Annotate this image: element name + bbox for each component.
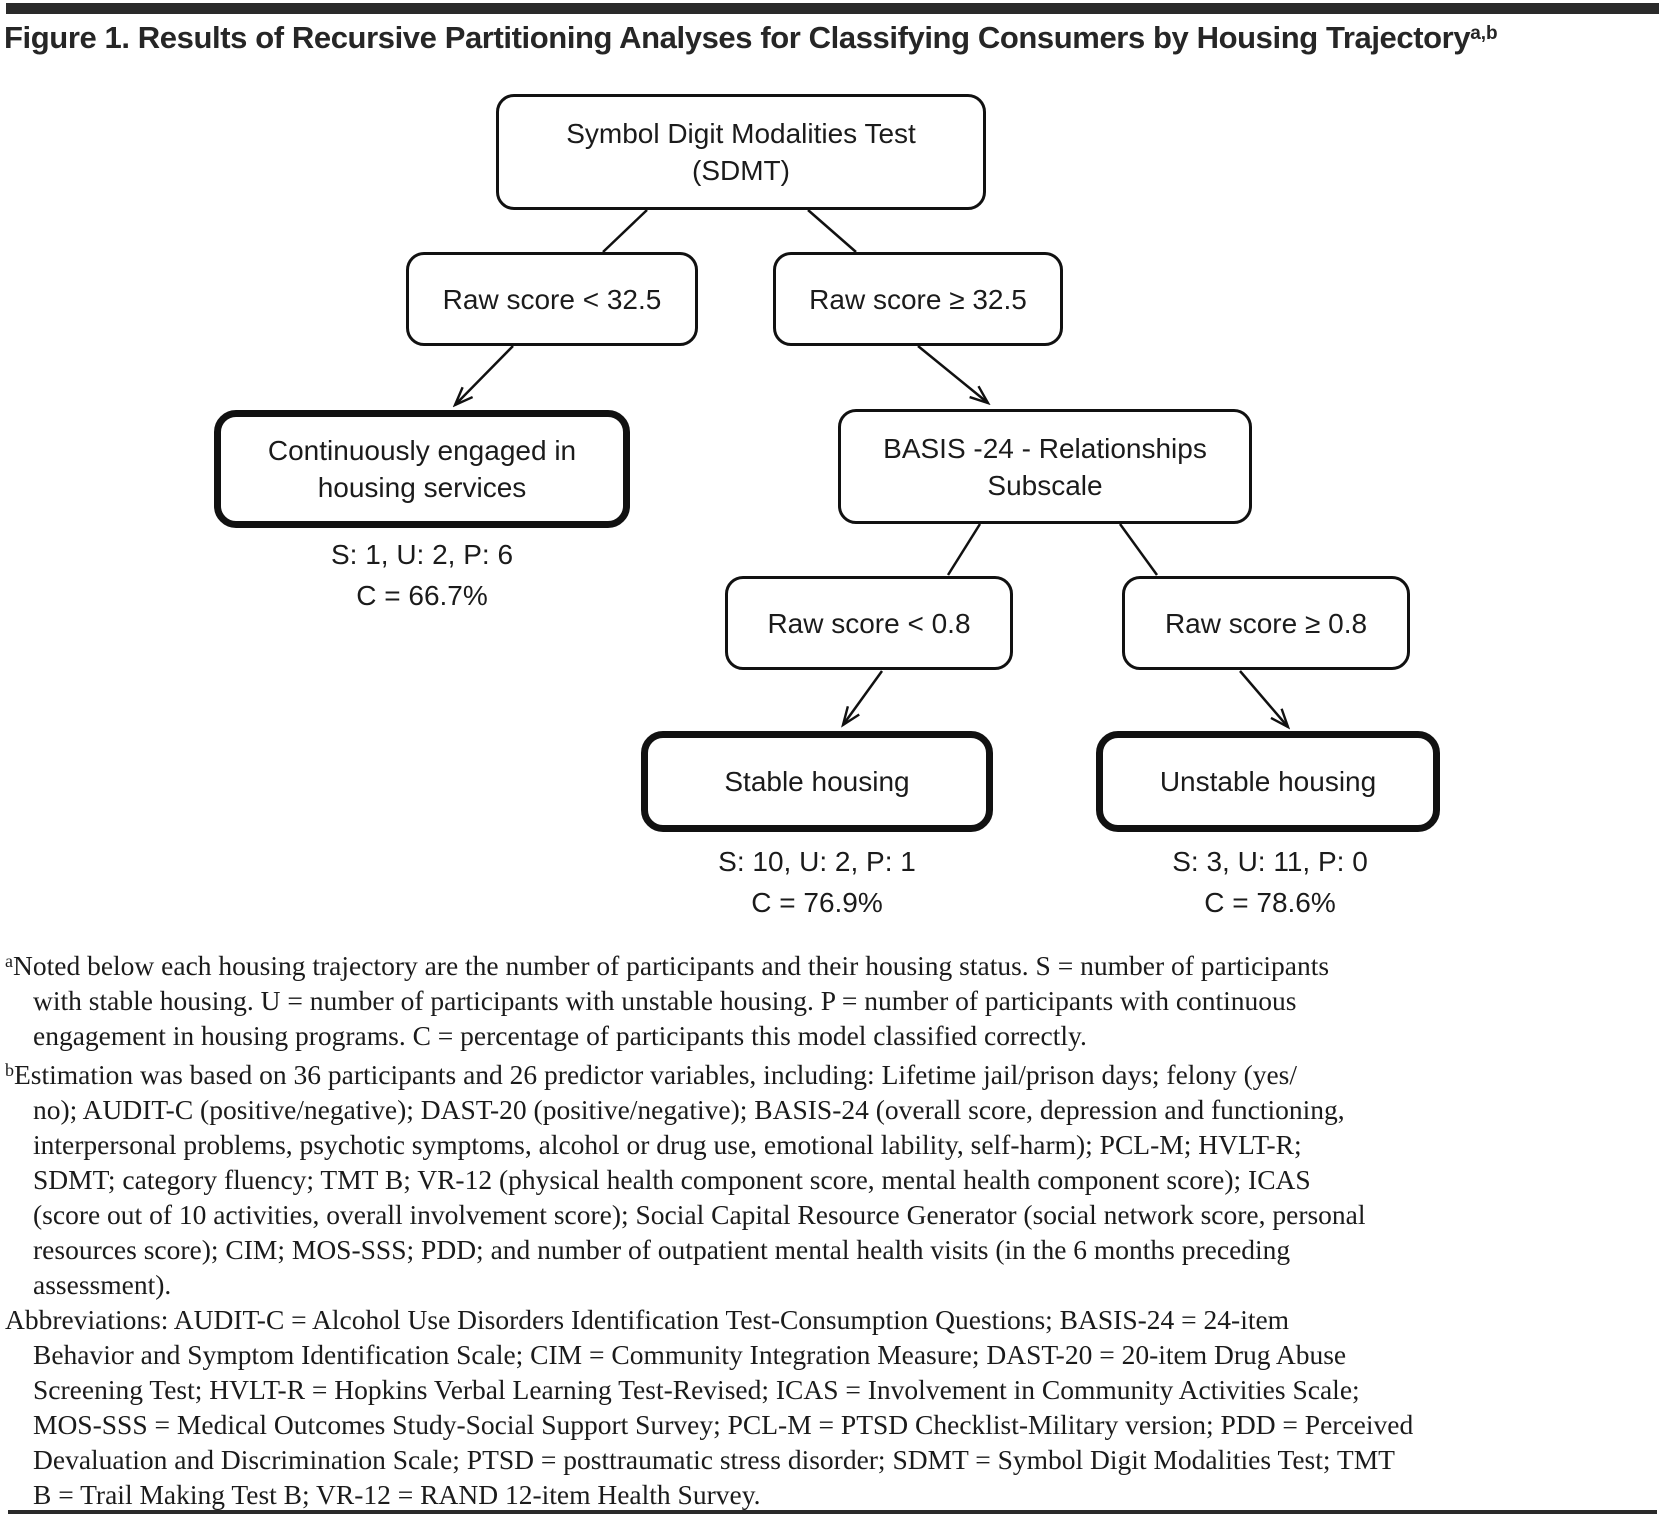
abbreviations-line: B = Trail Making Test B; VR-12 = RAND 12-item Health Survey. <box>33 1479 761 1510</box>
stats-continuous-engagement <box>272 534 572 616</box>
stats-continuous-counts: S: 1, U: 2, P: 6 <box>330 539 514 570</box>
node-leaf-continuous-engagement <box>214 410 630 528</box>
node-split-sdmt-low-label: Raw score < 32.5 <box>442 283 662 315</box>
node-leaf-stable-housing <box>641 731 993 832</box>
footnote-a-line: with stable housing. U = number of participants with unstable housing. P = number of participants with continuous <box>33 985 1297 1016</box>
node-leaf-continuous-line1: Continuously engaged in <box>267 435 577 466</box>
figure-footnotes <box>4 944 1659 1512</box>
node-split-basis-low <box>725 576 1013 670</box>
node-root-line2: (SDMT) <box>692 155 790 186</box>
node-root-sdmt <box>496 94 986 210</box>
node-leaf-unstable-housing <box>1096 731 1440 832</box>
footnote-b-line: interpersonal problems, psychotic symptoms, alcohol or drug use, emotional lability, self-harm); PCL-M; HVLT-R; <box>33 1129 1302 1160</box>
edge-leftsplit-to-stable-arrow <box>843 671 882 725</box>
edge-basis-to-right-split <box>1120 524 1157 575</box>
bottom-rule-bar <box>8 1510 1657 1514</box>
abbreviations-line: Screening Test; HVLT-R = Hopkins Verbal Learning Test-Revised; ICAS = Involvement in Community Activities Scale; <box>33 1374 1360 1405</box>
abbreviations-line: Devaluation and Discrimination Scale; PTSD = posttraumatic stress disorder; SDMT = Symbol Digit Modalities Test; TMT <box>33 1444 1395 1475</box>
node-split-sdmt-high-label: Raw score ≥ 32.5 <box>809 283 1027 315</box>
node-leaf-stable-label: Stable housing <box>724 766 910 797</box>
footnote-b-line: SDMT; category fluency; TMT B; VR-12 (physical health component score, mental health component score); ICAS <box>33 1164 1311 1195</box>
footnote-a-marker: a <box>5 951 13 971</box>
stats-stable-classified: C = 76.9% <box>751 887 883 918</box>
footnote-b-line: assessment). <box>33 1269 172 1300</box>
node-leaf-unstable-label: Unstable housing <box>1159 766 1377 797</box>
stats-stable-counts: S: 10, U: 2, P: 1 <box>718 846 916 877</box>
stats-stable-housing <box>667 841 967 923</box>
footnote-b-marker: b <box>5 1060 14 1080</box>
node-split-basis-high-label: Raw score ≥ 0.8 <box>1164 607 1368 639</box>
edge-rightsplit-to-unstable-arrow <box>1240 671 1288 727</box>
abbreviations-line: Behavior and Symptom Identification Scale; CIM = Community Integration Measure; DAST-20 = 20-item Drug Abuse <box>33 1339 1347 1370</box>
node-split-basis-high <box>1122 576 1410 670</box>
stats-unstable-counts: S: 3, U: 11, P: 0 <box>1172 846 1368 877</box>
figure-title-text: Figure 1. Results of Recursive Partitioning Analyses for Classifying Consumers by Housing Trajectory <box>4 20 1471 55</box>
stats-continuous-classified: C = 66.7% <box>356 580 488 611</box>
edge-rightsplit-to-basis-arrow <box>918 346 988 403</box>
edge-root-to-right-split <box>808 210 856 252</box>
footnote-b-line: no); AUDIT-C (positive/negative); DAST-20 (positive/negative); BASIS-24 (overall score, depression and functioning, <box>33 1094 1345 1125</box>
edge-leftsplit-to-continuous-arrow <box>455 346 513 405</box>
node-split-sdmt-low <box>406 252 698 346</box>
edge-basis-to-left-split <box>948 524 980 575</box>
edge-root-to-left-split <box>603 210 647 252</box>
footnote-b-line: resources score); CIM; MOS-SSS; PDD; and number of outpatient mental health visits (in the 6 months preceding <box>33 1234 1291 1265</box>
abbreviations-line: MOS-SSS = Medical Outcomes Study-Social Support Survey; PCL-M = PTSD Checklist-Military version; PDD = Perceived <box>33 1409 1414 1440</box>
node-split-sdmt-high <box>773 252 1063 346</box>
node-basis-line1: BASIS -24 - Relationships <box>883 432 1207 464</box>
footnote-a-line: $^a$Noted below each housing trajectory are the number of participants and their housing status. S = number of participants <box>5 950 1330 981</box>
footnote-b-line: $^b$Estimation was based on 36 participants and 26 predictor variables, including: Lifetime jail/prison days; felony (yes/ <box>5 1059 1298 1090</box>
figure-title-superscript: a,b <box>1470 23 1498 44</box>
abbreviations-line: Abbreviations: AUDIT-C = Alcohol Use Disorders Identification Test-Consumption Questions; BASIS-24 = 24-item <box>5 1304 1290 1335</box>
node-root-line1: Symbol Digit Modalities Test <box>566 118 916 149</box>
footnote-a-line: engagement in housing programs. C = percentage of participants this model classified correctly. <box>33 1020 1087 1051</box>
node-basis-line2: Subscale <box>987 469 1103 501</box>
stats-unstable-housing <box>1120 841 1420 923</box>
node-split-basis-low-label: Raw score < 0.8 <box>767 607 971 639</box>
node-basis-relationships <box>838 409 1252 524</box>
node-leaf-continuous-line2: housing services <box>317 472 527 503</box>
footnote-b-line: (score out of 10 activities, overall involvement score); Social Capital Resource Generator (social network score, personal <box>33 1199 1366 1230</box>
stats-unstable-classified: C = 78.6% <box>1204 887 1336 918</box>
